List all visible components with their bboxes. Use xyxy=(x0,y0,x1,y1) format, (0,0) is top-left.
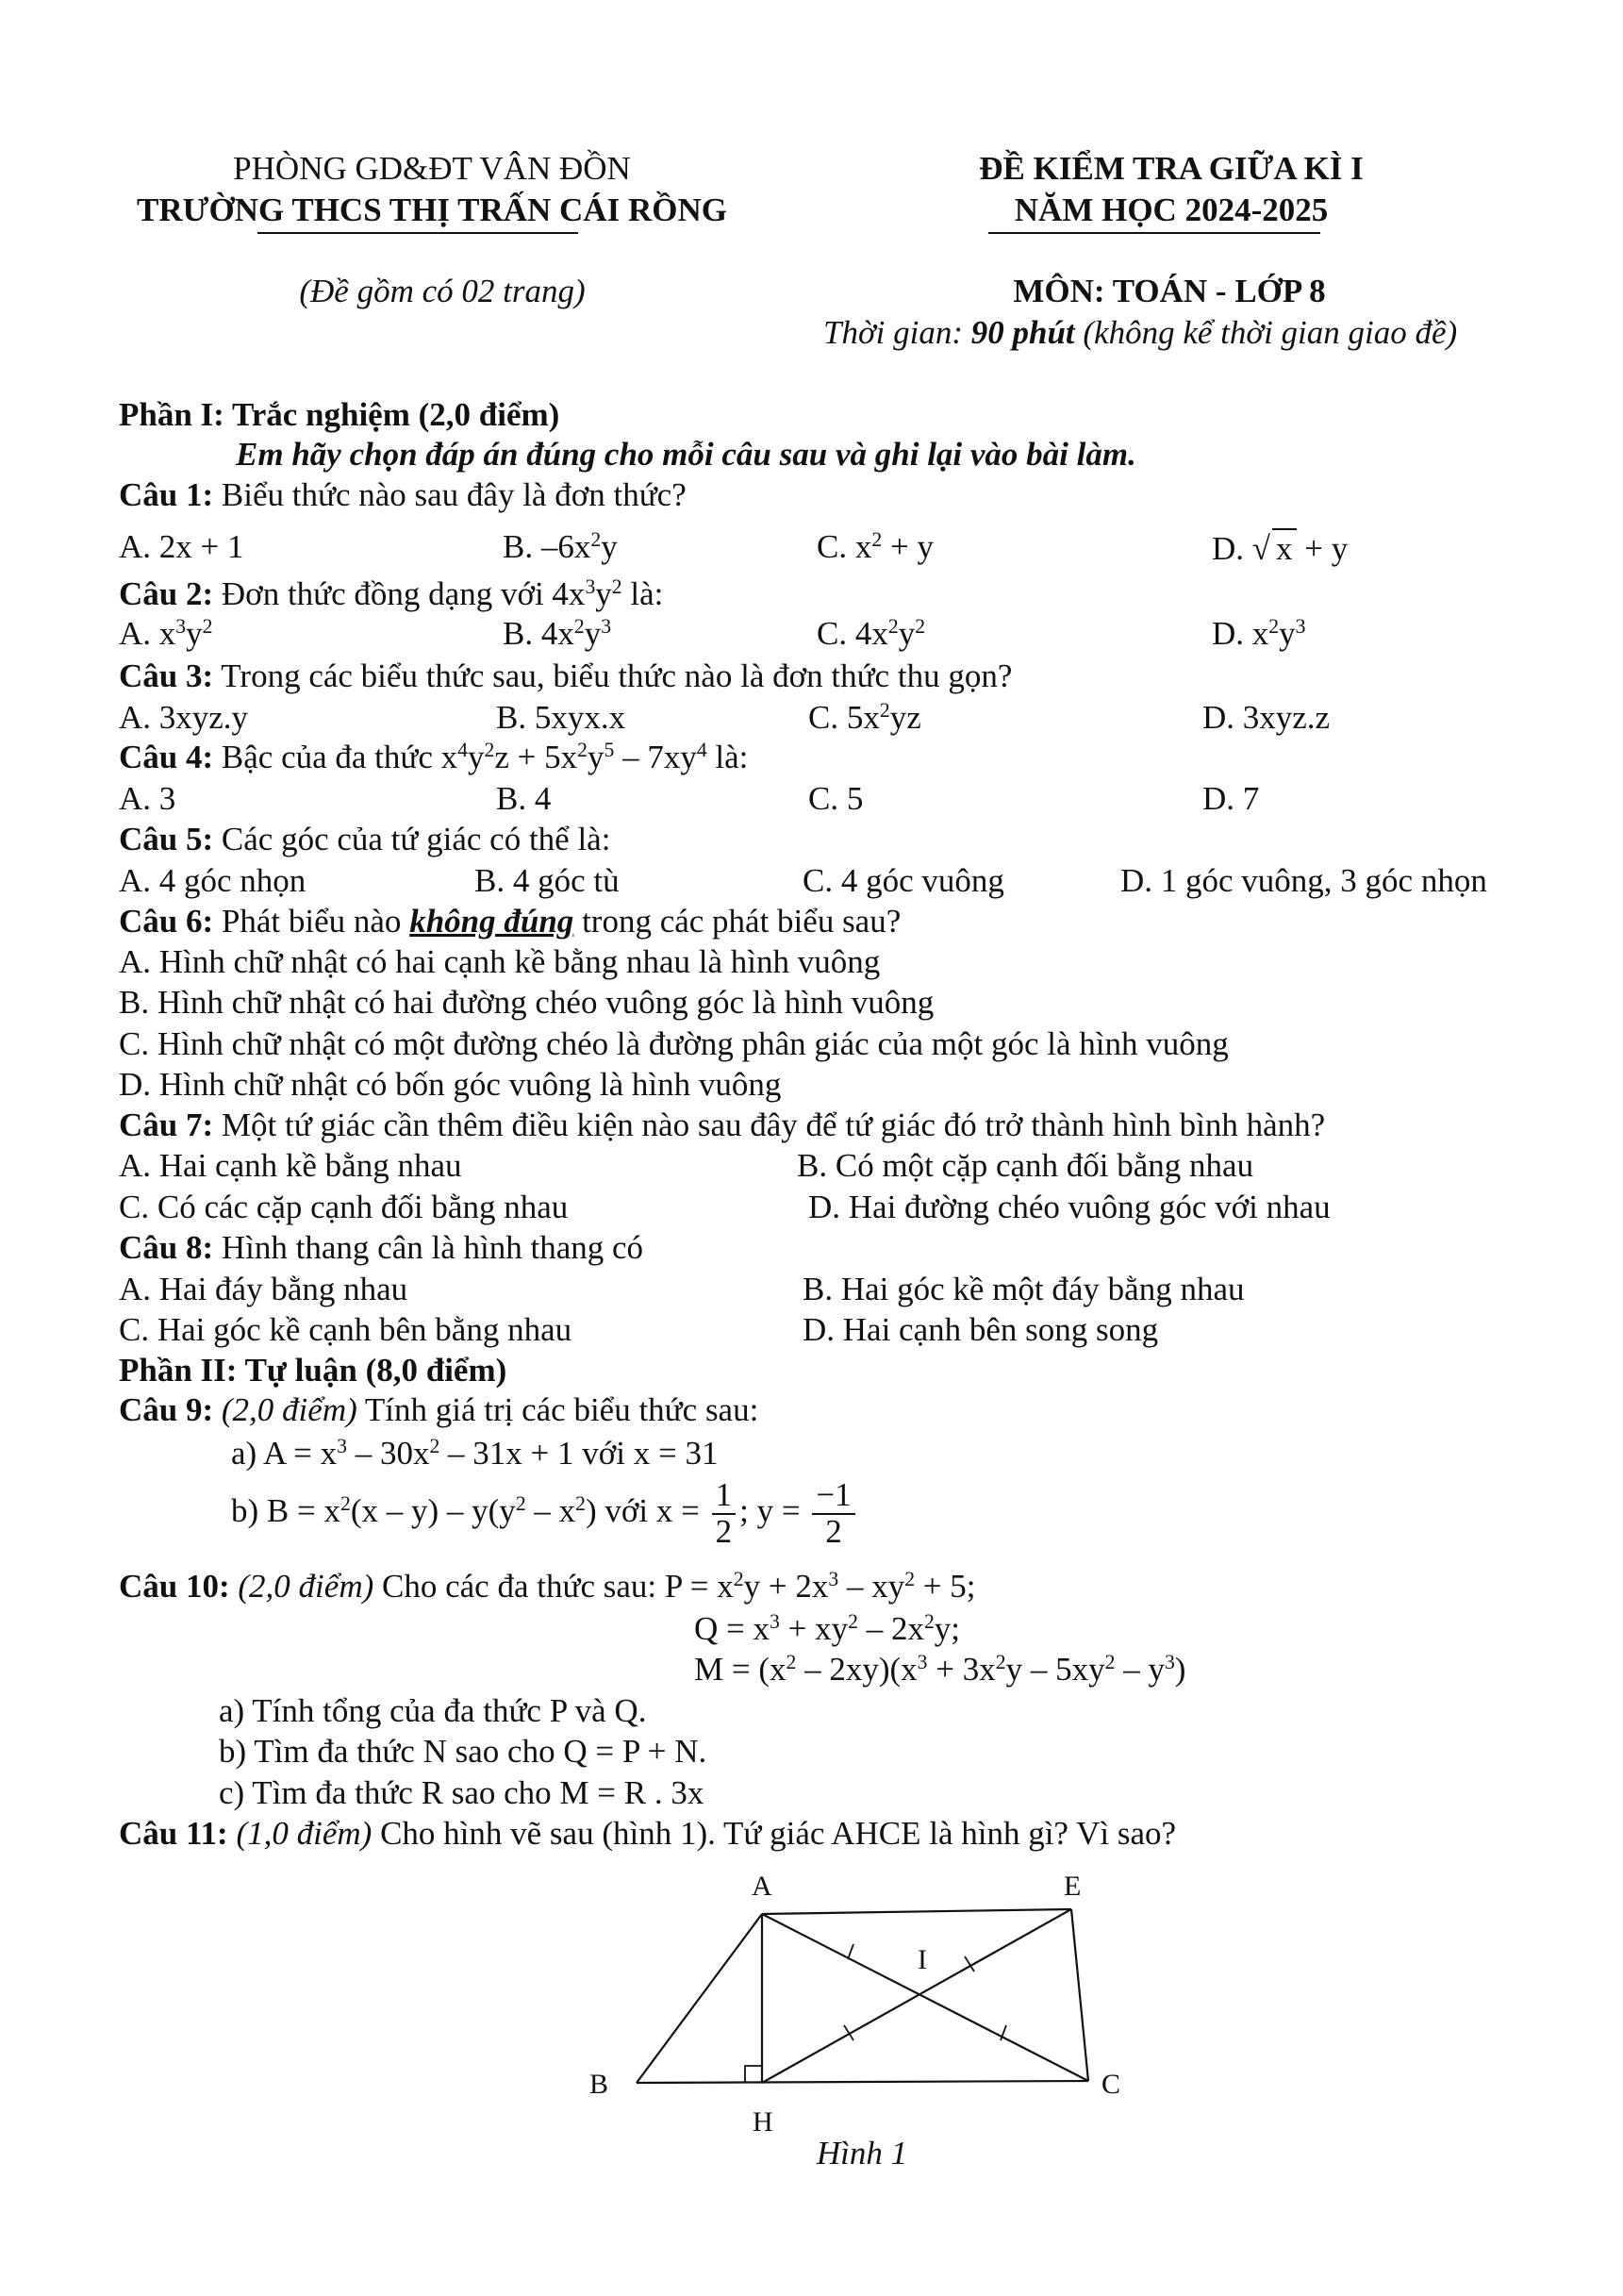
q8-option-a: A. Hai đáy bằng nhau xyxy=(119,1271,408,1307)
label-e: E xyxy=(1064,1871,1082,1902)
q4-option-a: A. 3 xyxy=(119,780,176,817)
question-6: Câu 6: Phát biểu nào không đúng trong các phát biểu sau? xyxy=(119,903,902,940)
fraction-x: $\frac{1}{2}$ xyxy=(712,1478,737,1550)
school-name: TRƯỜNG THCS THỊ TRẤN CÁI RỒNG xyxy=(137,191,727,228)
q3-option-b: B. 5xyx.x xyxy=(496,699,626,736)
q8-option-c: C. Hai góc kề cạnh bên bằng nhau xyxy=(119,1311,572,1348)
q8-option-b: B. Hai góc kề một đáy bằng nhau xyxy=(803,1271,1245,1307)
segment-ae xyxy=(762,1909,1071,1914)
q5-option-d: D. 1 góc vuông, 3 góc nhọn xyxy=(1120,862,1487,899)
time-line: Thời gian: 90 phút (không kể thời gian giao đề) xyxy=(823,314,1458,351)
department-name: PHÒNG GD&ĐT VÂN ĐỒN xyxy=(233,150,631,187)
sqrt-radicand: x xyxy=(1272,528,1297,568)
q2-option-b: B. $4x^2y^3$ xyxy=(503,615,612,652)
q7-option-b: B. Có một cặp cạnh đối bằng nhau xyxy=(797,1147,1254,1184)
school-underline xyxy=(257,232,578,234)
part1-title: Phần I: Trắc nghiệm (2,0 điểm) xyxy=(119,396,560,433)
segment-ab xyxy=(637,1914,762,2083)
school-year: NĂM HỌC 2024-2025 xyxy=(1014,191,1329,228)
subject-line: MÔN: TOÁN - LỚP 8 xyxy=(1013,273,1326,309)
q7-option-c: C. Có các cặp cạnh đối bằng nhau xyxy=(119,1189,569,1225)
q4-option-b: B. 4 xyxy=(496,780,552,817)
q10-part-c: c) Tìm đa thức R sao cho M = R . 3x xyxy=(219,1774,704,1811)
q5-option-b: B. 4 góc tù xyxy=(474,862,620,899)
q1-option-a: A. 2x + 1 xyxy=(119,528,244,565)
question-5: Câu 5: Các góc của tứ giác có thể là: xyxy=(119,821,611,857)
q2-option-d: D. $x^2y^3$ xyxy=(1212,615,1306,652)
question-11: Câu 11: (1,0 điểm) Cho hình vẽ sau (hình 1). Tứ giác AHCE là hình gì? Vì sao? xyxy=(119,1815,1177,1852)
q9-part-a: a) $A = x^3 - 30x^2 - 31x + 1$ với x = 31 xyxy=(231,1435,719,1472)
question-8: Câu 8: Hình thang cân là hình thang có xyxy=(119,1229,644,1266)
emphasis-not-correct: không đúng xyxy=(409,903,574,940)
question-7: Câu 7: Một tứ giác cần thêm điều kiện nào sau đây để tứ giác đó trở thành hình bình hành? xyxy=(119,1106,1326,1143)
q2-option-c: C. $4x^2y^2$ xyxy=(817,615,926,652)
label-i: I xyxy=(918,1944,927,1975)
exam-title: ĐỀ KIỂM TRA GIỮA KÌ I xyxy=(979,150,1364,187)
segment-bc xyxy=(637,2081,1088,2083)
fraction-y: $\frac{-1}{2}$ xyxy=(812,1478,854,1550)
segment-ec xyxy=(1071,1909,1088,2081)
q10-part-a: a) Tính tổng của đa thức P và Q. xyxy=(219,1692,647,1729)
q3-option-a: A. 3xyz.y xyxy=(119,699,249,736)
part1-instruction: Em hãy chọn đáp án đúng cho mỗi câu sau và ghi lại vào bài làm. xyxy=(236,436,1136,473)
q5-option-a: A. 4 góc nhọn xyxy=(119,862,306,899)
time-value: 90 phút xyxy=(970,314,1075,351)
q1-option-d: D. √ x + y xyxy=(1212,530,1349,567)
figure-caption: Hình 1 xyxy=(816,2135,908,2171)
right-angle-mark xyxy=(745,2066,762,2083)
question-2: Câu 2: Đơn thức đồng dạng với $4x^3y^2$ là: xyxy=(119,575,664,612)
q6-option-a: A. Hình chữ nhật có hai cạnh kề bằng nhau là hình vuông xyxy=(119,943,881,980)
q3-option-c: C. $5x^2yz$ xyxy=(808,699,921,736)
year-underline xyxy=(988,232,1320,234)
q5-option-c: C. 4 góc vuông xyxy=(803,862,1004,899)
tick-mark-ai xyxy=(848,1944,853,1959)
question-1: Câu 1: Biểu thức nào sau đây là đơn thức? xyxy=(119,476,687,513)
q4-option-c: C. 5 xyxy=(808,780,864,817)
q6-option-d: D. Hình chữ nhật có bốn góc vuông là hình vuông xyxy=(119,1066,782,1103)
q4-option-d: D. 7 xyxy=(1202,780,1260,817)
q10-part-b: b) Tìm đa thức N sao cho Q = P + N. xyxy=(219,1733,707,1770)
label-a: A xyxy=(752,1871,772,1902)
q1-option-c: C. $x^2 + y$ xyxy=(817,528,934,565)
q7-option-a: A. Hai cạnh kề bằng nhau xyxy=(119,1147,462,1184)
q6-option-b: B. Hình chữ nhật có hai đường chéo vuông góc là hình vuông xyxy=(119,984,935,1021)
question-9: Câu 9: (2,0 điểm) Tính giá trị các biểu thức sau: xyxy=(119,1391,759,1428)
q10-polynomial-q: $Q = x^3 + xy^2 - 2x^2y$; xyxy=(694,1610,961,1647)
segment-he xyxy=(762,1909,1071,2083)
q6-option-c: C. Hình chữ nhật có một đường chéo là đường phân giác của một góc là hình vuông xyxy=(119,1025,1229,1062)
pages-note: (Đề gồm có 02 trang) xyxy=(299,273,586,309)
question-3: Câu 3: Trong các biểu thức sau, biểu thức nào là đơn thức thu gọn? xyxy=(119,657,1013,694)
q1-option-b: B. $-6x^2y$ xyxy=(503,528,618,565)
label-c: C xyxy=(1101,2069,1121,2100)
question-4: Câu 4: Bậc của đa thức $x^4y^2z + 5x^2y^5 - 7xy^4$ là: xyxy=(119,739,749,775)
q3-option-d: D. 3xyz.z xyxy=(1202,699,1331,736)
question-10: Câu 10: (2,0 điểm) Cho các đa thức sau: $P = x^2y + 2x^3 - xy^2 + 5$; xyxy=(119,1568,976,1605)
q8-option-d: D. Hai cạnh bên song song xyxy=(803,1311,1159,1348)
label-h: H xyxy=(753,2106,773,2138)
label-b: B xyxy=(589,2069,609,2100)
q10-polynomial-m: $M = (x^2 - 2xy)(x^3 + 3x^2y - 5xy^2 - y^3)$ xyxy=(694,1651,1186,1688)
q7-option-d: D. Hai đường chéo vuông góc với nhau xyxy=(808,1189,1331,1225)
q2-option-a: A. $x^3y^2$ xyxy=(119,615,213,652)
q9-part-b: b) $B = x^2(x - y) - y(y^2 - x^2)$ với x = $\frac{1}{2}$ ; y = $\frac{-1}{2}$ xyxy=(231,1478,859,1550)
part2-title: Phần II: Tự luận (8,0 điểm) xyxy=(119,1352,507,1389)
